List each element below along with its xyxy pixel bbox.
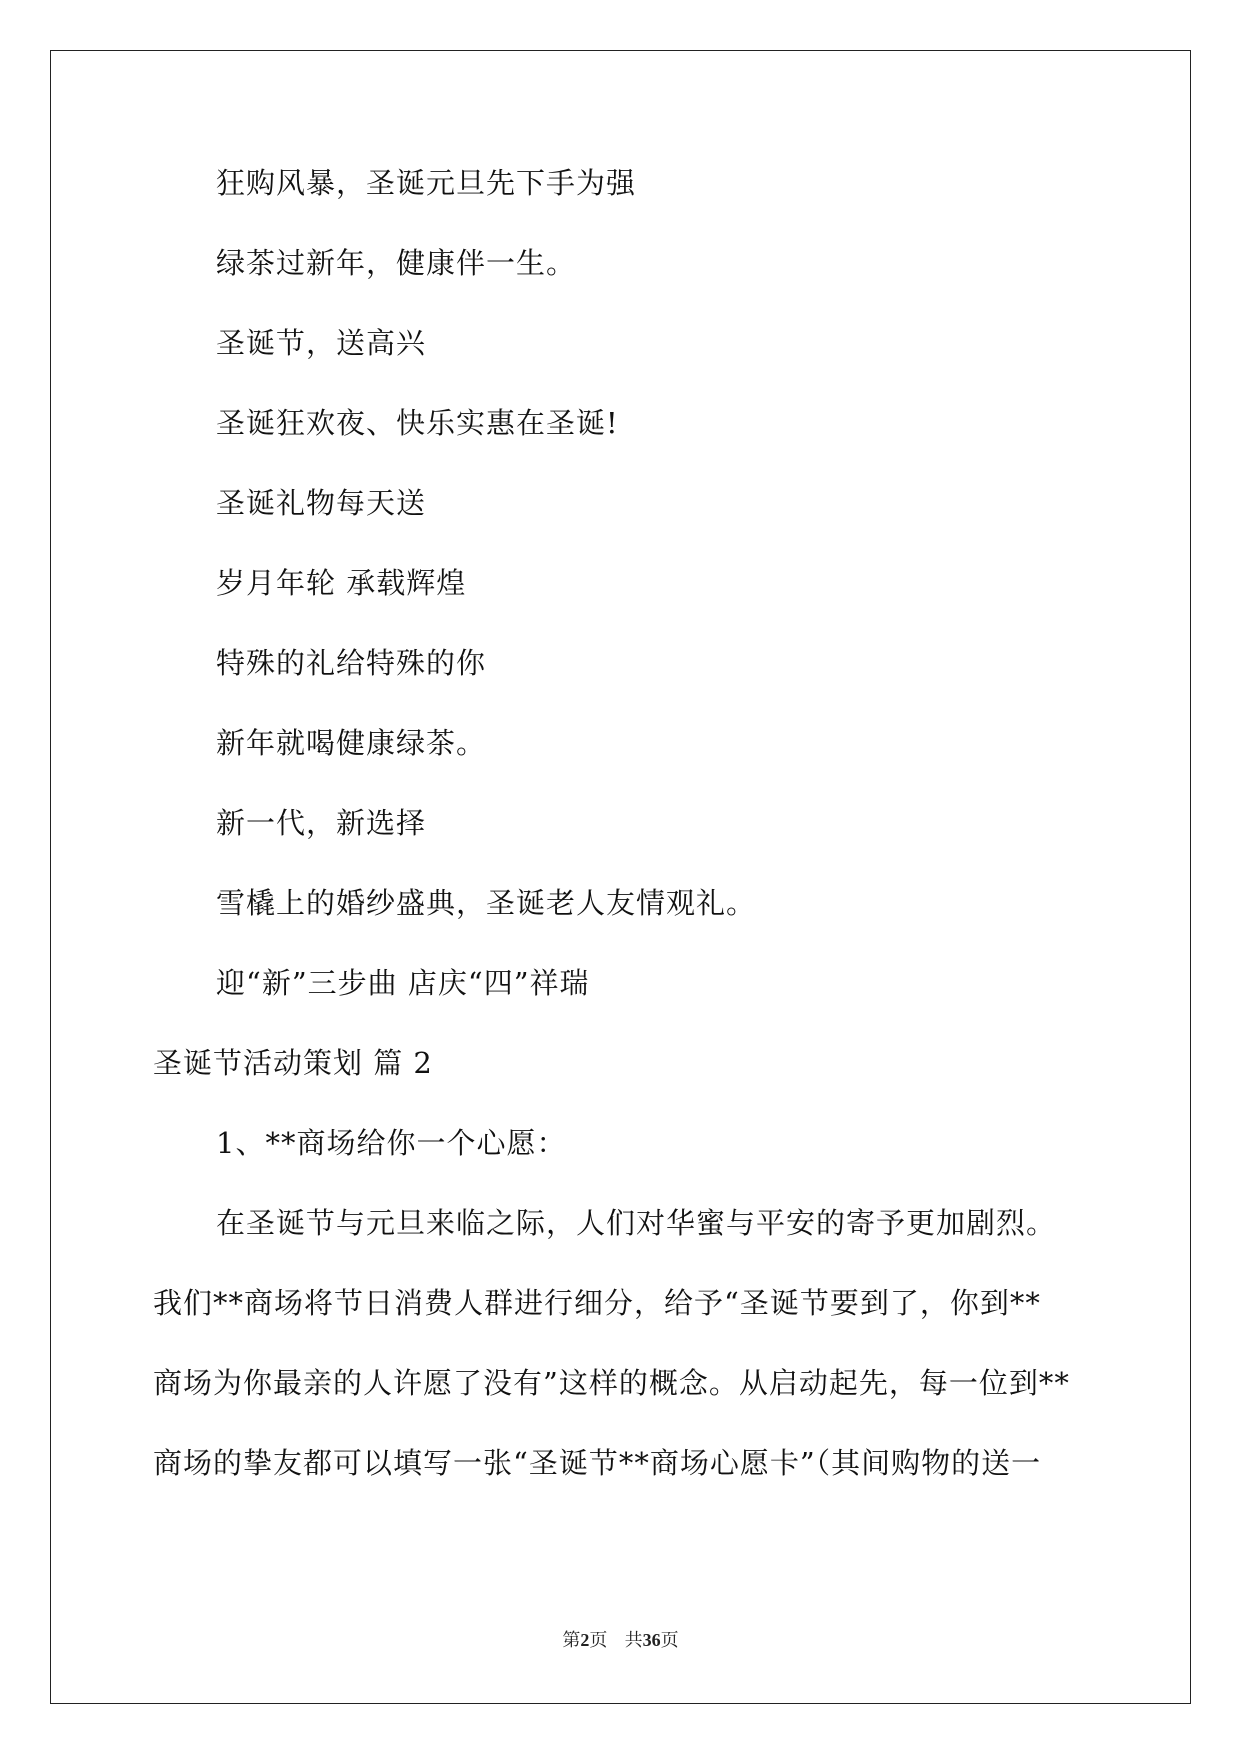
slogan-line: 迎“新”三步曲 店庆“四”祥瑞	[216, 966, 590, 1000]
slogan-line: 圣诞节，送高兴	[216, 326, 427, 360]
page-prefix: 第	[562, 1630, 581, 1651]
slogan-line: 新年就喝健康绿茶。	[216, 726, 487, 760]
page-footer	[0, 1628, 1241, 1653]
slogan-line: 特殊的礼给特殊的你	[216, 646, 487, 680]
page-number: 2	[580, 1630, 590, 1650]
paragraph-line: 我们**商场将节日消费人群进行细分，给予“圣诞节要到了，你到**	[153, 1286, 1041, 1320]
slogan-line: 圣诞狂欢夜、快乐实惠在圣诞!	[216, 406, 619, 440]
slogan-line: 岁月年轮 承载辉煌	[216, 566, 467, 600]
slogan-line: 绿茶过新年，健康伴一生。	[216, 246, 577, 280]
slogan-line: 狂购风暴，圣诞元旦先下手为强	[216, 166, 637, 200]
section-heading: 圣诞节活动策划 篇 2	[153, 1046, 433, 1080]
page-suffix: 页	[589, 1630, 608, 1651]
total-suffix: 页	[660, 1630, 679, 1651]
slogan-line: 雪橇上的婚纱盛典，圣诞老人友情观礼。	[216, 886, 757, 920]
item-title: 1、**商场给你一个心愿：	[216, 1126, 567, 1160]
slogan-line: 圣诞礼物每天送	[216, 486, 427, 520]
total-pages: 36	[642, 1630, 661, 1650]
paragraph-line: 商场为你最亲的人许愿了没有”这样的概念。从启动起先，每一位到**	[153, 1366, 1070, 1400]
paragraph-line: 商场的挚友都可以填写一张“圣诞节**商场心愿卡”（其间购物的送一	[153, 1446, 1042, 1480]
paragraph-line: 在圣诞节与元旦来临之际，人们对华蜜与平安的寄予更加剧烈。	[216, 1206, 1057, 1240]
document-body	[153, 163, 1103, 1523]
total-prefix: 共	[624, 1630, 643, 1651]
slogan-line: 新一代，新选择	[216, 806, 427, 840]
